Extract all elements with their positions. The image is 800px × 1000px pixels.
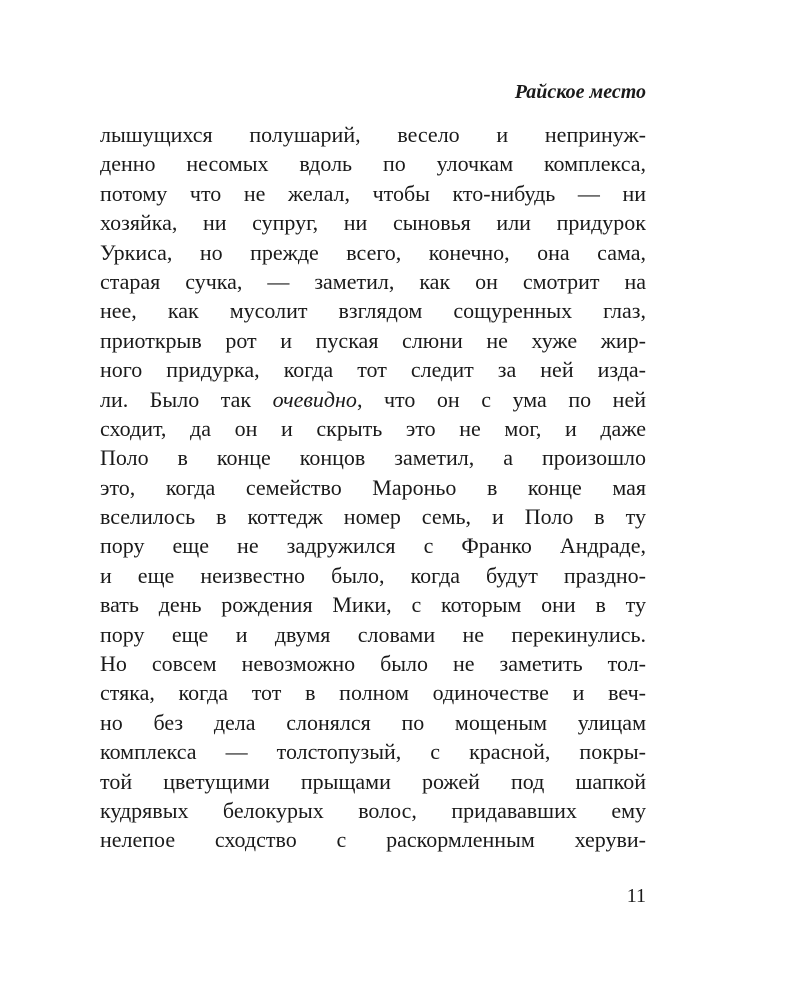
page-number: 11	[626, 885, 646, 907]
emphasized-word: очевидно	[272, 386, 357, 412]
text-line-with-emphasis	[100, 385, 646, 414]
text-line: Но совсем невозможно было не заметить тол-	[100, 651, 646, 677]
text-line: это, когда семейство Мароньо в конце мая	[100, 474, 646, 500]
text-line: Уркиса, но прежде всего, конечно, она сама,	[100, 239, 646, 265]
text-line: пору еще не задружился с Франко Андраде,	[100, 533, 646, 559]
text-line: той цветущими прыщами рожей под шапкой	[100, 768, 646, 794]
text-line: пору еще и двумя словами не перекинулись.	[100, 621, 646, 647]
text-line: сходит, да он и скрыть это не мог, и даже	[100, 415, 646, 441]
text-line: комплекса — толстопузый, с красной, покры-	[100, 739, 646, 765]
text-line: нелепое сходство с раскормленным херуви-	[100, 827, 646, 853]
text-segment: ли. Было так	[100, 386, 273, 412]
text-line: лышущихся полушарий, весело и непринуж-	[100, 122, 646, 147]
body-text	[100, 120, 646, 855]
text-line: нее, как мусолит взглядом сощуренных глаз,	[100, 298, 646, 324]
text-line: вать день рождения Мики, с которым они в ту	[100, 592, 646, 618]
text-line: но без дела слонялся по мощеным улицам	[100, 709, 646, 735]
text-line: потому что не желал, чтобы кто-нибудь — ни	[100, 180, 646, 206]
text-segment: , что он с ума по ней	[356, 386, 646, 412]
running-head: Райское место	[514, 81, 646, 103]
text-line: вселилось в коттедж номер семь, и Поло в ту	[100, 504, 646, 530]
text-line: денно несомых вдоль по улочкам комплекса,	[100, 151, 646, 177]
text-line: кудрявых белокурых волос, придававших ему	[100, 797, 646, 823]
text-line: приоткрыв рот и пуская слюни не хуже жир-	[100, 327, 646, 353]
text-line: и еще неизвестно было, когда будут праздно-	[100, 562, 646, 588]
text-line: ного придурка, когда тот следит за ней изда-	[100, 357, 646, 383]
text-line: Поло в конце концов заметил, а произошло	[100, 445, 646, 471]
text-line: хозяйка, ни супруг, ни сыновья или придурок	[100, 210, 646, 236]
text-line: старая сучка, — заметил, как он смотрит на	[100, 268, 646, 294]
text-line: стяка, когда тот в полном одиночестве и веч-	[100, 680, 646, 706]
